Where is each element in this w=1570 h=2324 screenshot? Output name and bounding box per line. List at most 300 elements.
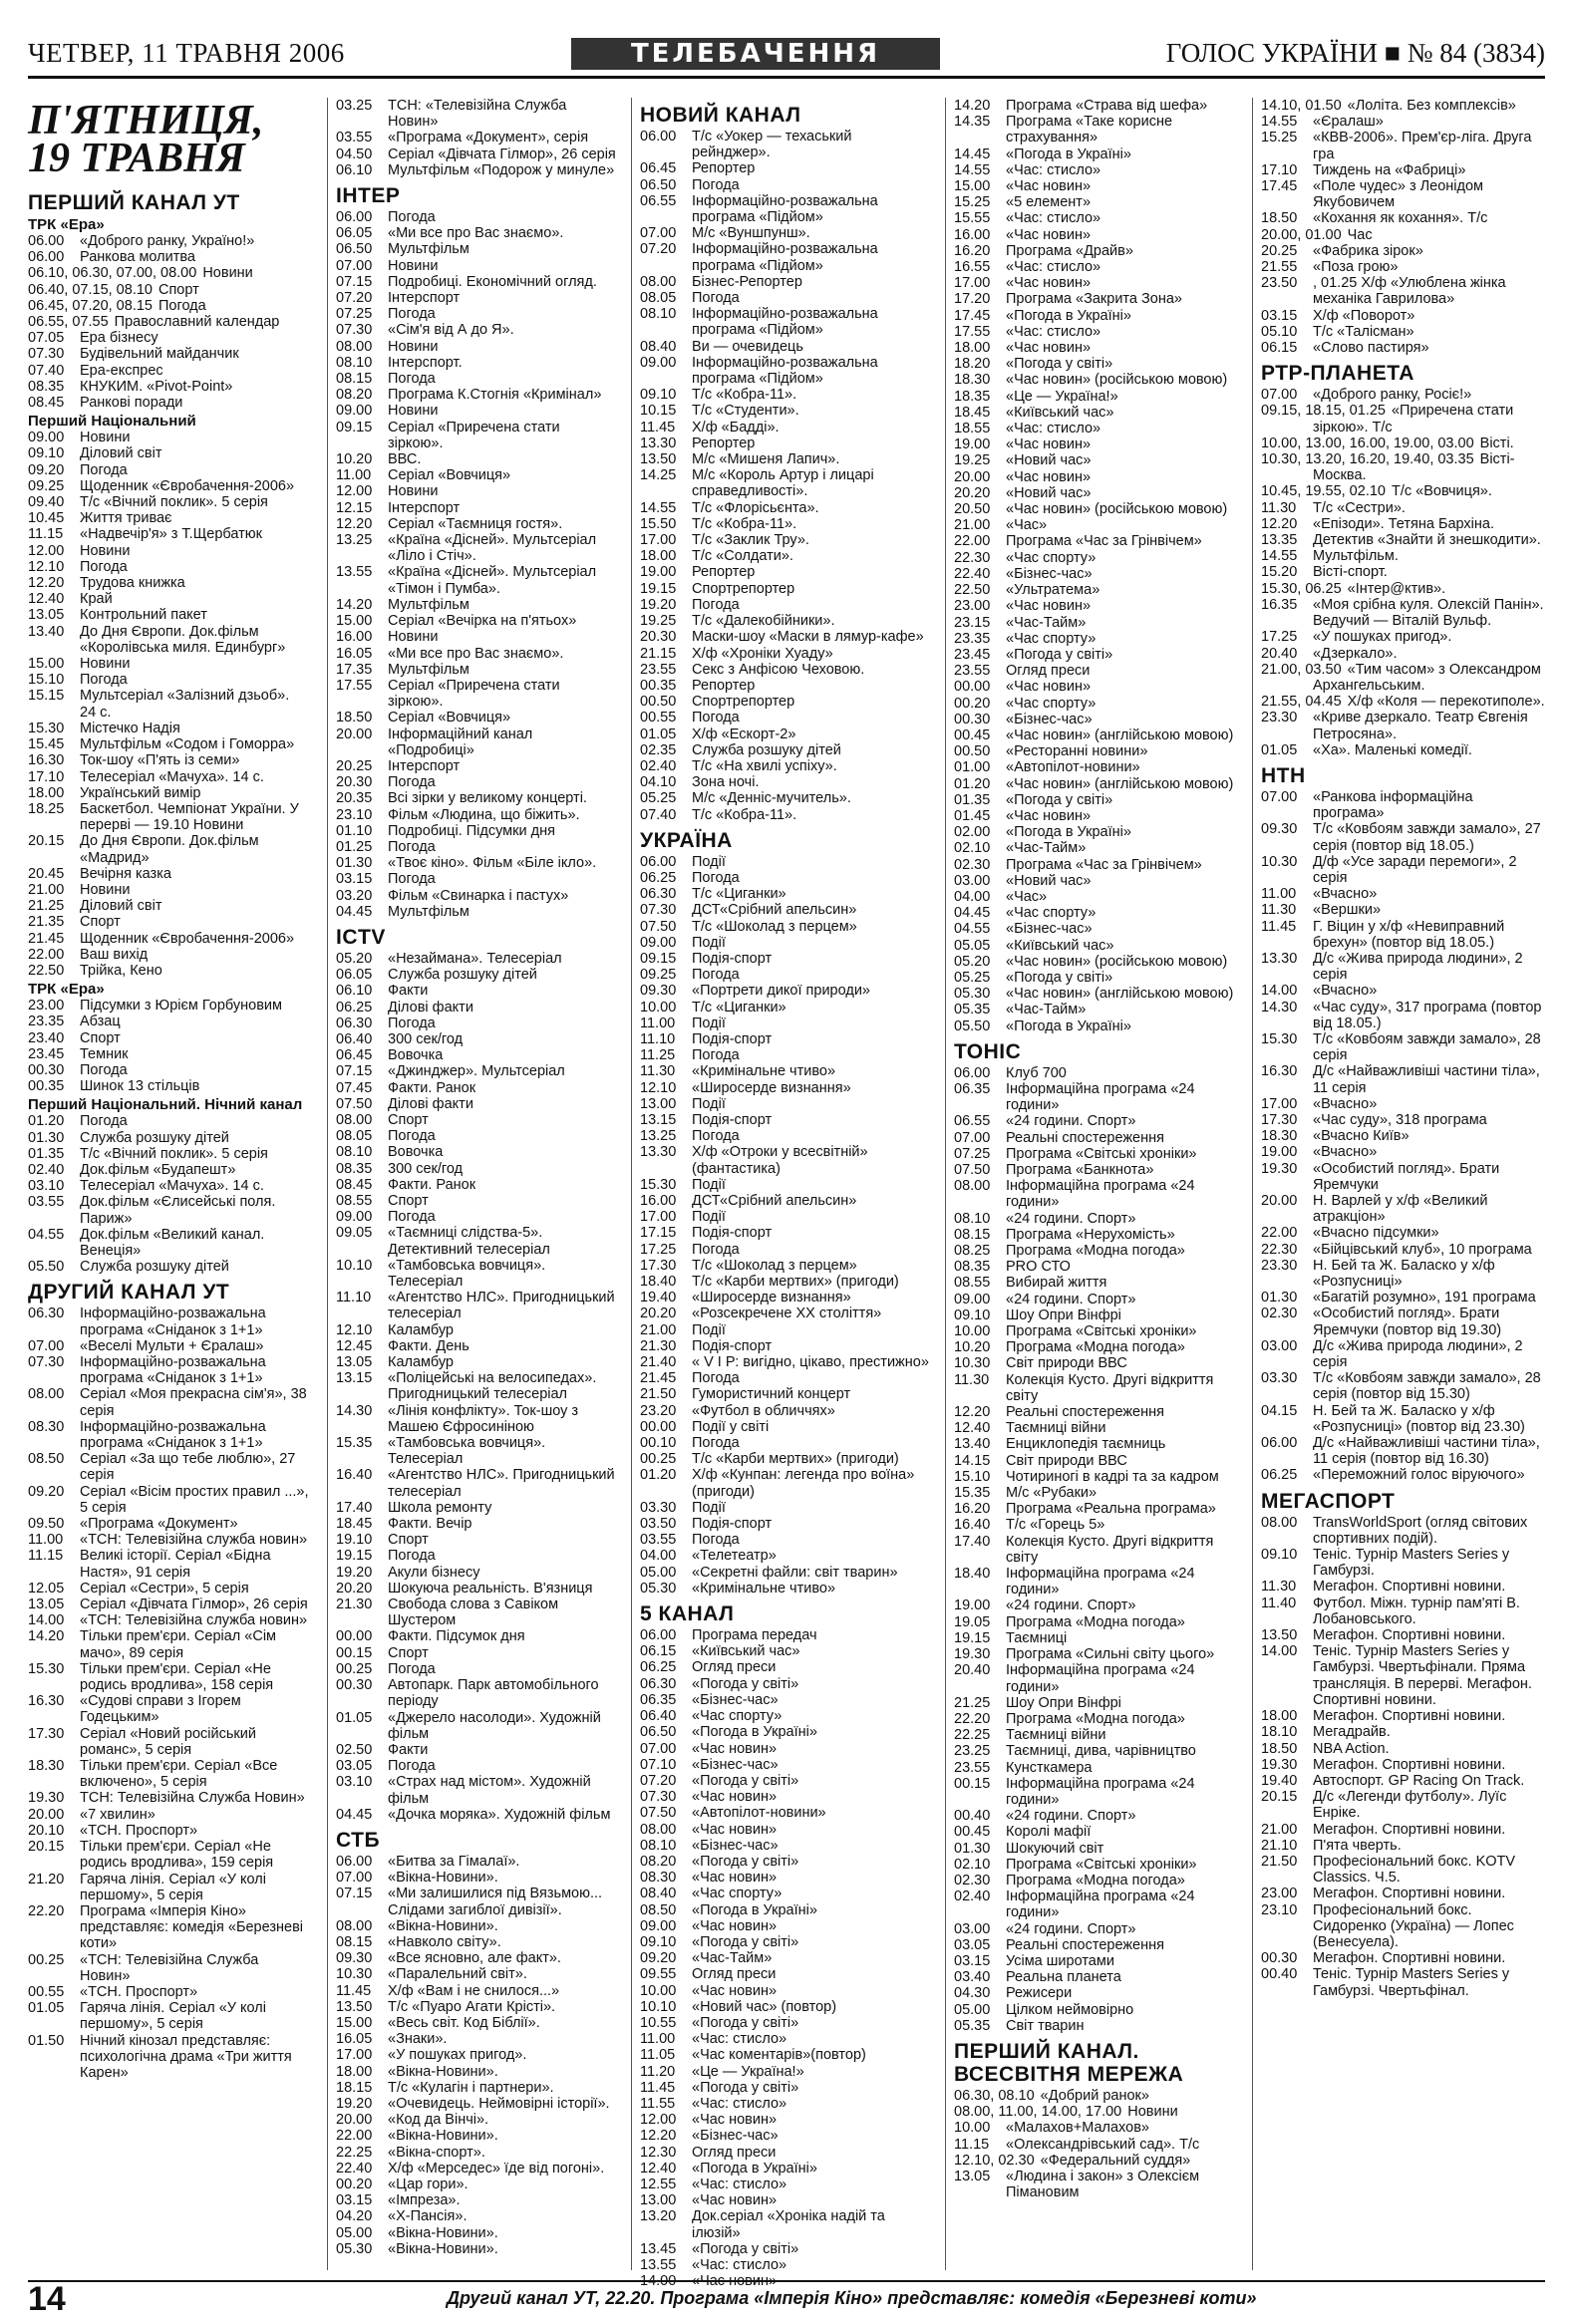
program-listing [954, 1824, 1241, 1840]
program-time: 08.50 [640, 1901, 677, 1918]
program-listing [336, 2080, 618, 2096]
program-listing [336, 1710, 618, 1742]
program-title: Королі мафії [1006, 1824, 1092, 1841]
program-time: 02.40 [640, 757, 677, 774]
program-title: Мегафон. Спортивні новини. [1313, 1627, 1506, 1644]
program-time: 17.30 [28, 1725, 65, 1742]
program-time: 18.00 [1261, 1708, 1298, 1725]
program-title: Футбол. Міжн. турнір пам'яті В. Лобановського. [1313, 1595, 1520, 1627]
program-listing [336, 241, 618, 257]
program-listing [1261, 983, 1545, 999]
program-time: 04.30 [954, 1985, 991, 2002]
program-title: Кунсткамера [1006, 1759, 1093, 1776]
program-time: 21.00 [28, 881, 65, 898]
program-title: «Кохання як кохання». Т/с [1313, 210, 1488, 227]
program-listing [336, 500, 618, 516]
program-time: 20.15 [28, 833, 65, 850]
program-listing [954, 1002, 1241, 1017]
program-time: 20.00 [336, 2112, 373, 2129]
program-listing [28, 1516, 309, 1532]
program-listing [336, 1742, 618, 1758]
program-time: 09.30 [336, 1950, 373, 1967]
program-time: 16.20 [954, 242, 991, 259]
program-listing [336, 1628, 618, 1644]
program-listing [640, 919, 932, 935]
program-time: 08.40 [640, 1886, 677, 1902]
program-title: Український вимір [80, 784, 201, 801]
program-title: «Ультратема» [1006, 582, 1100, 599]
program-title: Погода [388, 1660, 436, 1677]
program-title: «Ресторанні новини» [1006, 743, 1148, 760]
program-title: Інформаційний канал «Подробиці» [388, 726, 533, 758]
program-title: Репортер [692, 677, 756, 694]
program-title: «Час новин» [692, 1982, 778, 1999]
program-listing [954, 1760, 1241, 1776]
program-title: Х/ф «Ескорт-2» [692, 726, 796, 742]
program-time: 09.00 [954, 1291, 991, 1307]
program-time: 00.55 [28, 1983, 65, 2000]
program-title: «Вікна-Новини». [388, 2063, 498, 2080]
program-time: 04.55 [28, 1226, 65, 1243]
program-time: 22.00 [954, 533, 991, 550]
program-title: Мультфільм [388, 596, 470, 613]
program-listing [954, 1711, 1241, 1727]
channel-heading: 5 КАНАЛ [640, 1602, 735, 1626]
program-time: 02.40 [954, 1888, 991, 1905]
program-time: 12.10, 02.30 [954, 2152, 1035, 2169]
program-time: 00.00 [954, 679, 991, 696]
program-title: Шоу Опри Вінфрі [1006, 1307, 1121, 1323]
program-title: Спорт [388, 1193, 429, 1209]
program-listing [954, 421, 1241, 436]
program-listing [336, 1774, 618, 1806]
program-title: Спорт [388, 1644, 429, 1661]
program-listing [954, 146, 1241, 162]
program-time: 18.45 [336, 1516, 373, 1533]
program-listing [640, 597, 932, 613]
program-time: 22.25 [954, 1727, 991, 1744]
program-time: 06.35 [954, 1080, 991, 1097]
program-time: 03.55 [28, 1194, 65, 1211]
page-footer [28, 2280, 1545, 2316]
program-time: 17.35 [336, 661, 373, 678]
program-time: 14.15 [954, 1452, 991, 1469]
program-time: 03.00 [1261, 1337, 1298, 1354]
program-time: 17.30 [640, 1257, 677, 1274]
program-title: «Кримінальне чтиво» [692, 1063, 836, 1080]
program-time: 06.30, 08.10 [954, 2087, 1035, 2104]
program-time: 08.35 [28, 378, 65, 395]
program-time: 12.10 [640, 1079, 677, 1096]
program-time: 05.20 [336, 950, 373, 967]
program-listing [954, 1969, 1241, 1985]
program-listing [336, 98, 618, 130]
program-listing [336, 1225, 618, 1257]
program-listing [336, 1435, 618, 1467]
program-listing [1261, 629, 1545, 645]
program-time: 00.25 [336, 1660, 373, 1677]
program-time: 20.30 [640, 629, 677, 646]
program-time: 04.10 [640, 774, 677, 791]
program-time: 07.00 [1261, 387, 1298, 404]
program-time: 13.15 [640, 1111, 677, 1128]
program-title: Погода [692, 967, 740, 984]
program-title: До Дня Європи. Док.фільм «Мадрид» [80, 833, 259, 866]
program-title: Факти. Ранок [388, 1079, 476, 1096]
program-title: Т/с «На хвилі успіху». [692, 757, 837, 774]
program-title: Т/с «Кобра-11». [692, 387, 797, 404]
program-listing [28, 656, 309, 672]
program-title: Погода [388, 871, 436, 888]
program-title: КНУКИМ. «Pivot-Point» [80, 378, 233, 395]
program-listing [28, 1758, 309, 1790]
program-listing [954, 808, 1241, 824]
program-title: Факти. Вечір [388, 1516, 472, 1533]
program-listing [28, 1839, 309, 1871]
program-title: Подія-спорт [692, 1225, 773, 1242]
program-time: 14.55 [1261, 114, 1298, 131]
program-listing [28, 2033, 309, 2082]
program-title: Трудова книжка [80, 575, 185, 592]
program-time: 10.00 [954, 2120, 991, 2137]
program-time: 06.00 [28, 233, 65, 249]
program-listing [640, 902, 932, 918]
program-title: Вовочка [388, 1144, 444, 1161]
program-time: 09.30 [1261, 821, 1298, 838]
program-title: Новини [388, 483, 439, 500]
program-title: «Джерело насолоди». Художній фільм [388, 1709, 601, 1742]
program-title: Огляд преси [692, 1659, 777, 1676]
program-time: 18.00 [954, 340, 991, 357]
program-listing [28, 265, 309, 281]
program-title: Чотириногі в кадрі та за кадром [1006, 1468, 1219, 1485]
program-time: 01.30 [28, 1129, 65, 1146]
program-listing [336, 2096, 618, 2112]
program-time: 10.20 [954, 1339, 991, 1356]
program-time: 04.20 [336, 2208, 373, 2225]
program-time: 17.00 [336, 2047, 373, 2064]
program-title: «Цар гори». [388, 2176, 469, 2192]
program-title: Мультфільм «Содом і Гоморра» [80, 736, 295, 753]
program-listing [1261, 742, 1545, 758]
program-listing [954, 1259, 1241, 1275]
program-time: 21.50 [1261, 1853, 1298, 1870]
program-time: 10.00 [640, 999, 677, 1016]
program-time: 06.10, 06.30, 07.00, 08.00 [28, 265, 197, 282]
program-time: 06.25 [640, 869, 677, 886]
program-time: 18.15 [336, 2079, 373, 2096]
program-title: Всі зірки у великому концерті. [388, 790, 587, 807]
program-time: 11.40 [1261, 1595, 1297, 1611]
program-listing [336, 2064, 618, 2080]
program-listing [336, 1063, 618, 1079]
program-time: 23.55 [954, 663, 991, 680]
program-title: «Час суду», 317 програма (повтор від 18.05.) [1313, 999, 1542, 1031]
program-title: Мегафон. Спортивні новини. [1313, 1886, 1506, 1902]
program-time: 19.40 [1261, 1772, 1298, 1789]
program-title: Н. Бей та Ж. Баласко у х/ф «Розпусниці» [1313, 1257, 1495, 1291]
program-title: « V І Р: вигідно, цікаво, престижно» [692, 1354, 929, 1371]
program-title: Т/с «Кулагін і партнери». [388, 2079, 554, 2096]
program-time: 17.25 [1261, 629, 1298, 646]
program-title: Інформаційна програма «24 години» [1006, 1662, 1195, 1695]
program-time: 17.20 [954, 291, 991, 308]
program-time: 08.35 [954, 1259, 991, 1276]
program-listing [28, 1014, 309, 1029]
program-time: 11.00 [336, 467, 372, 484]
program-title: Т/с «Вічний поклик». 5 серія [80, 494, 268, 511]
program-listing [640, 629, 932, 645]
program-listing [336, 2015, 618, 2031]
program-title: «Погода у світі» [692, 1772, 799, 1789]
program-listing [640, 129, 932, 160]
program-time: 18.50 [1261, 1740, 1298, 1757]
program-title: «Х-Пансія». [388, 2208, 468, 2225]
program-time: 06.05 [336, 967, 373, 984]
program-time: 15.50 [640, 515, 677, 532]
program-time: 07.00 [336, 1870, 373, 1887]
program-listing [1261, 98, 1545, 114]
program-title: Ера бізнесу [80, 330, 158, 347]
program-time: 06.00 [1261, 1435, 1298, 1452]
program-listing [954, 1146, 1241, 1162]
program-title: Т/с «Студенти». [692, 403, 799, 420]
program-title: Служба розшуку дітей [80, 1129, 229, 1146]
program-title: Таємниці війни [1006, 1727, 1106, 1744]
program-time: 11.45 [336, 1982, 372, 1999]
program-listing [336, 1677, 618, 1709]
program-time: 09.10 [640, 387, 677, 404]
program-title: Програма «Модна погода» [1006, 1872, 1185, 1888]
program-title: Погода [388, 1015, 436, 1031]
program-time: 03.25 [336, 98, 373, 114]
program-listing [640, 1000, 932, 1016]
program-listing [28, 1259, 309, 1275]
program-title: Каламбур [388, 1354, 454, 1371]
program-listing [640, 2112, 932, 2128]
program-title: «Погода у світі» [1006, 646, 1113, 663]
program-time: 05.30 [640, 1580, 677, 1597]
program-time: 18.40 [954, 1566, 991, 1583]
program-listing [28, 607, 309, 623]
program-time: 06.40 [336, 1030, 373, 1047]
program-listing [28, 430, 309, 445]
program-title: Новини [202, 265, 253, 282]
program-time: 08.35 [336, 1160, 373, 1177]
program-title: Мегафон. Спортивні новини. [1313, 1708, 1506, 1725]
program-time: 12.20 [28, 575, 65, 592]
program-title: Погода [692, 710, 740, 726]
program-title: Погода [80, 1113, 128, 1130]
program-listing [1261, 1128, 1545, 1144]
program-time: 01.30 [1261, 1290, 1298, 1307]
program-listing [336, 130, 618, 145]
program-title: «Вчасно» [1313, 1095, 1378, 1112]
channel-heading: НТН [1261, 763, 1306, 787]
program-time: 13.15 [336, 1370, 373, 1387]
program-title: Мегафон. Спортивні новини. [1313, 1950, 1506, 1967]
program-title: Погода [388, 1758, 436, 1775]
program-title: «Сім'я від А до Я». [388, 322, 514, 339]
channel-heading: УКРАЇНА [640, 828, 733, 852]
program-listing [336, 662, 618, 678]
program-title: «Час: стисло» [1006, 161, 1101, 178]
program-time: 07.00 [28, 1337, 65, 1354]
program-time: 05.05 [954, 937, 991, 954]
program-title: «Час спорту» [1006, 549, 1097, 566]
program-listing [954, 1404, 1241, 1420]
program-title: Інтерспорт. [388, 354, 463, 371]
program-title: Контрольний пакет [80, 607, 207, 624]
program-listing [954, 1937, 1241, 1953]
program-listing [1261, 789, 1545, 821]
program-time: 23.55 [954, 1759, 991, 1776]
program-listing [1261, 1063, 1545, 1095]
program-listing [28, 801, 309, 833]
program-time: 01.05 [640, 726, 677, 742]
program-listing [1261, 821, 1545, 853]
program-listing [336, 710, 618, 726]
program-time: 02.50 [336, 1741, 373, 1758]
program-time: 11.45 [1261, 918, 1297, 935]
program-title: Док.фільм «Великий канал. Венеція» [80, 1226, 265, 1259]
program-title: Т/с «Карби мертвих» (пригоди) [692, 1274, 899, 1291]
program-title: Факти. Ранок [388, 1176, 476, 1193]
program-title: Х/ф «Коля — перекотиполе». [1347, 694, 1545, 711]
program-time: 17.45 [1261, 178, 1298, 195]
program-time: 03.50 [640, 1516, 677, 1533]
program-title: «Вікна-Новини». [388, 2224, 498, 2241]
listing-column-2 [327, 98, 626, 2270]
program-title: Шокуючий світ [1006, 1840, 1104, 1857]
program-listing [640, 726, 932, 742]
program-title: Т/с «Сестри». [1313, 499, 1406, 516]
program-time: 20.50 [954, 501, 991, 518]
program-time: 03.00 [954, 1920, 991, 1937]
program-time: 11.45 [640, 419, 676, 436]
program-listing [1261, 308, 1545, 324]
program-listing [28, 1062, 309, 1078]
program-title: ТСН: Телевізійна Служба Новин» [80, 1790, 305, 1807]
program-listing [954, 1646, 1241, 1662]
program-time: 00.25 [28, 1951, 65, 1968]
program-listing [954, 162, 1241, 178]
program-listing [954, 1921, 1241, 1937]
program-time: 16.00 [640, 1193, 677, 1209]
program-title: ДСТ«Срібний апельсин» [692, 1193, 857, 1209]
program-title: «Час спорту» [692, 1886, 783, 1902]
program-time: 15.00 [336, 2014, 373, 2031]
program-title: Погода [388, 1548, 436, 1565]
program-title: «Погода у світі» [692, 2079, 799, 2096]
program-time: 08.30 [28, 1418, 65, 1435]
program-listing [28, 575, 309, 591]
program-time: 01.20 [954, 775, 991, 792]
program-listing [336, 516, 618, 532]
program-time: 07.00 [336, 257, 373, 274]
program-title: «Ха». Маленькі комедії. [1313, 741, 1472, 758]
program-listing [28, 1581, 309, 1597]
program-title: Серіал «Вовчиця» [388, 710, 511, 726]
program-title: Т/с «Ковбоям завжди замало», 28 серія (повтор від 15.30) [1313, 1370, 1541, 1403]
program-listing [336, 2241, 618, 2257]
program-title: Програма «Імперія Кіно» представляє: комедія «Березневі коти» [80, 1902, 303, 1952]
program-time: 08.10 [336, 1144, 373, 1161]
program-time: 17.10 [28, 768, 65, 785]
program-time: 03.30 [640, 1499, 677, 1516]
program-time: 00.00 [640, 1418, 677, 1435]
program-time: 09.55 [640, 1966, 677, 1983]
program-time: 06.00 [640, 129, 677, 145]
program-time: 18.00 [336, 2063, 373, 2080]
program-listing [954, 1534, 1241, 1566]
program-title: Події [692, 934, 726, 951]
program-time: 17.40 [954, 1533, 991, 1550]
program-listing [640, 854, 932, 870]
program-title: Тиждень на «Фабриці» [1313, 161, 1466, 178]
program-listing [28, 462, 309, 478]
program-listing [28, 445, 309, 461]
program-title: Ваш вихід [80, 946, 149, 963]
program-title: «Очевидець. Неймовірні історії». [388, 2095, 610, 2112]
program-time: 09.20 [28, 461, 65, 478]
program-time: 21.40 [640, 1354, 677, 1371]
program-time: 01.45 [954, 807, 991, 824]
program-time: 01.10 [336, 822, 373, 839]
program-title: Мультфільм. [1313, 548, 1399, 565]
program-listing [28, 1162, 309, 1178]
program-listing [954, 1630, 1241, 1646]
program-time: 23.45 [954, 646, 991, 663]
program-listing [954, 1081, 1241, 1113]
program-listing [28, 1952, 309, 1984]
program-listing [28, 543, 309, 559]
program-title: «ТСН. Проспорт» [80, 1983, 198, 2000]
program-title: Містечко Надія [80, 720, 180, 736]
program-listing [1261, 1515, 1545, 1547]
program-time: 08.10 [954, 1210, 991, 1227]
program-listing [1261, 1773, 1545, 1789]
program-title: «Дзеркало». [1313, 645, 1398, 662]
program-title: Новини [388, 403, 439, 420]
program-time: 06.10 [336, 161, 373, 178]
program-title: «Портрети дикої природи» [692, 983, 870, 1000]
program-listing [1261, 1950, 1545, 1966]
program-time: 15.35 [336, 1435, 373, 1452]
program-title: «ТСН: Телевізійна служба новин» [80, 1532, 308, 1549]
program-listing [336, 613, 618, 629]
program-title: Д/ф «Усе заради перемоги», 2 серія [1313, 853, 1517, 886]
listing-column-5 [1252, 98, 1545, 2270]
program-listing [1261, 902, 1545, 918]
program-listing [954, 647, 1241, 663]
program-time: 23.00 [954, 598, 991, 615]
program-time: 19.05 [954, 1613, 991, 1630]
program-title: «Новий час» (повтор) [692, 1998, 837, 2015]
program-listing [336, 1322, 618, 1338]
program-listing [336, 322, 618, 338]
program-time: 10.30 [1261, 853, 1298, 870]
program-time: 08.30 [640, 1870, 677, 1887]
program-listing [1261, 1000, 1545, 1031]
program-time: 07.45 [336, 1079, 373, 1096]
program-listing [28, 947, 309, 963]
program-title: Т/с «Шоколад з перцем» [692, 918, 857, 935]
program-time: 18.30 [954, 372, 991, 389]
program-title: «У пошуках пригод». [1313, 629, 1452, 646]
program-title: Новини [1127, 2104, 1178, 2121]
program-title: Новини [388, 257, 439, 274]
